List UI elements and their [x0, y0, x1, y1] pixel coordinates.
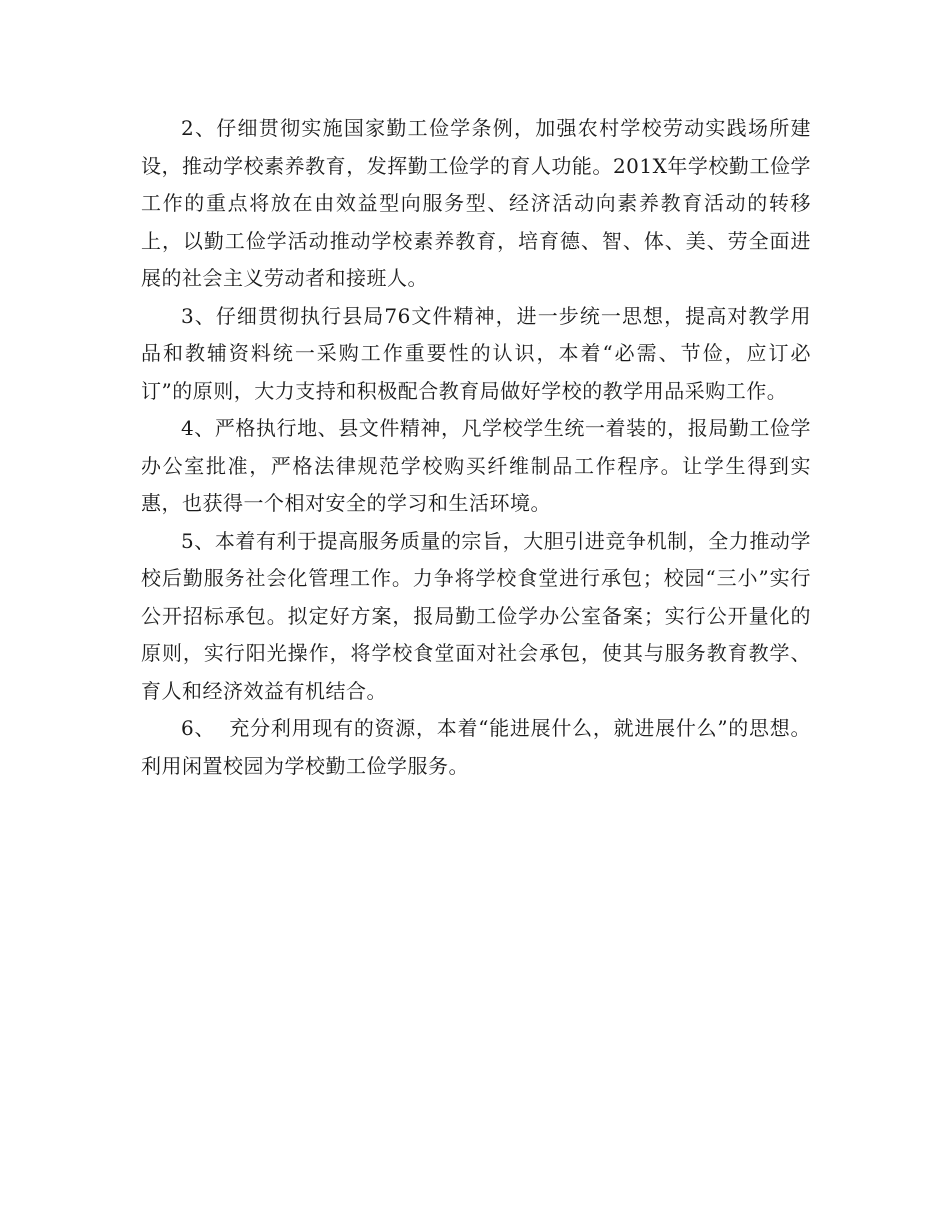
paragraph-4: 4、严格执行地、县文件精神，凡学校学生统一着装的，报局勤工俭学办公室批准，严格法律规范学校购买纤维制品工作程序。让学生得到实惠，也获得一个相对安全的学习和生活环境。 — [141, 416, 811, 515]
paragraph-3: 3、仔细贯彻执行县局76文件精神，进一步统一思想，提高对教学用品和教辅资料统一采购工作重要性的认识，本着“必需、节俭，应订必订”的原则，大力支持和积极配合教育局做好学校的教学用品采购工作。 — [141, 303, 811, 403]
paragraph-6: 6、 充分利用现有的资源，本着“能进展什么，就进展什么”的思想。利用闲置校园为学校勤工俭学服务。 — [141, 716, 811, 778]
paragraph-2: 2、仔细贯彻实施国家勤工俭学条例，加强农村学校劳动实践场所建设，推动学校素养教育，发挥勤工俭学的育人功能。201X年学校勤工俭学工作的重点将放在由效益型向服务型、经济活动向素养教育活动的转移上，以勤工俭学活动推动学校素养教育，培育德、智、体、美、劳全面进展的社会主义劳动者和接班人。 — [141, 116, 811, 290]
paragraph-5: 5、本着有利于提高服务质量的宗旨，大胆引进竞争机制，全力推动学校后勤服务社会化管理工作。力争将学校食堂进行承包；校园“三小”实行公开招标承包。拟定好方案，报局勤工俭学办公室备案；实行公开量化的原则，实行阳光操作，将学校食堂面对社会承包，使其与服务教育教学、育人和经济效益有机结合。 — [141, 528, 811, 703]
document-body — [141, 110, 811, 785]
